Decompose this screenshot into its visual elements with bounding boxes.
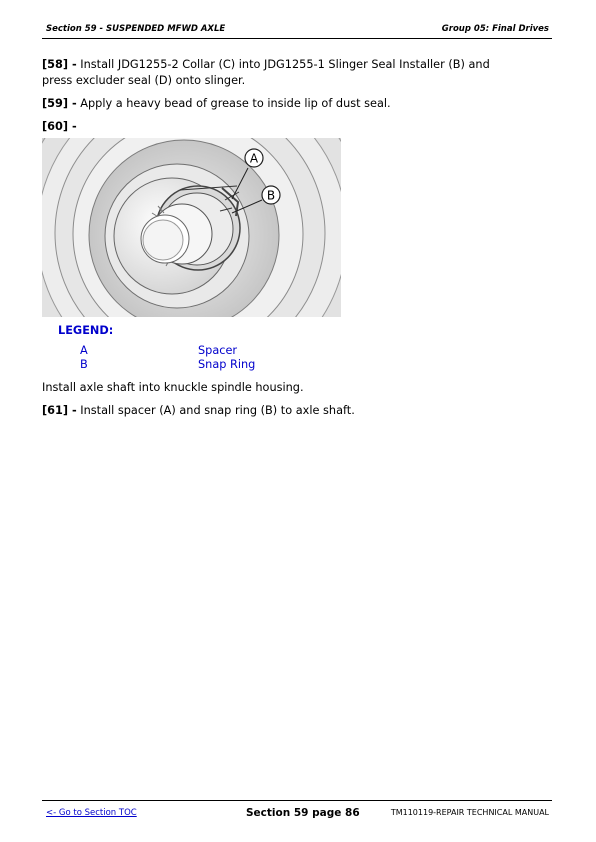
step-60-number: [60] - [42, 120, 77, 133]
go-to-section-toc-link[interactable]: <- Go to Section TOC [46, 808, 137, 818]
callout-b-label: B [266, 188, 276, 203]
legend-title: LEGEND: [58, 324, 114, 337]
install-axle-text: Install axle shaft into knuckle spindle housing. [42, 381, 304, 394]
header-group: Group 05: Final Drives [441, 24, 549, 34]
callout-a-label: A [249, 151, 259, 166]
step-59 [42, 96, 522, 112]
page-number: Section 59 page 86 [246, 807, 360, 819]
manual-title: TM110119-REPAIR TECHNICAL MANUAL [390, 808, 549, 817]
legend-key-a: A [80, 344, 88, 357]
step-58-text: Install JDG1255-2 Collar (C) into JDG1255-1 Slinger Seal Installer (B) and press excluder seal (D) onto slinger. [42, 58, 490, 87]
step-58-number: [58] - [42, 58, 77, 71]
step-61-text: Install spacer (A) and snap ring (B) to axle shaft. [80, 404, 355, 417]
step-60 [42, 119, 522, 135]
legend-key-b: B [80, 358, 88, 371]
legend-value-b: Snap Ring [198, 358, 256, 371]
step-61 [42, 403, 522, 419]
step-58 [42, 57, 522, 89]
step-61-number: [61] - [42, 404, 77, 417]
page-footer [42, 800, 552, 831]
step-59-text: Apply a heavy bead of grease to inside lip of dust seal. [80, 97, 391, 110]
header-section: Section 59 - SUSPENDED MFWD AXLE [46, 24, 226, 34]
axle-shaft-illustration [42, 138, 341, 317]
axle-shaft-figure [42, 138, 341, 317]
page-header [42, 22, 552, 39]
step-59-number: [59] - [42, 97, 77, 110]
legend-value-a: Spacer [198, 344, 238, 357]
